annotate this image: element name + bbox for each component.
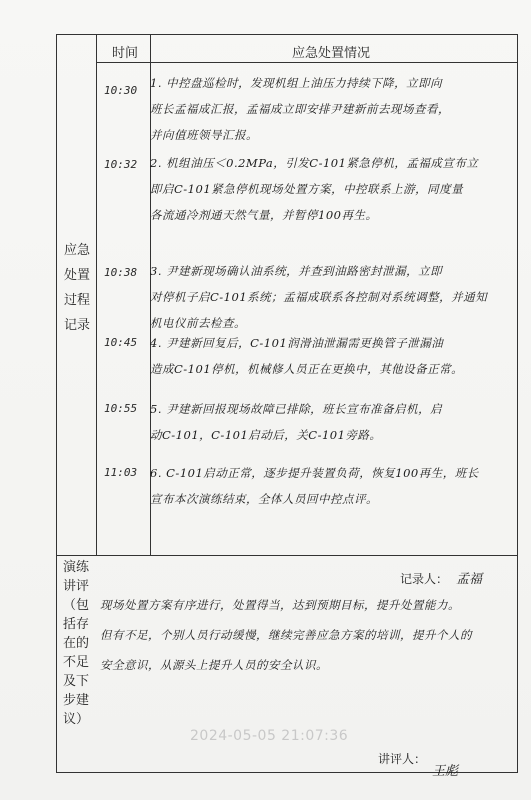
entry-text: 3. 尹建新现场确认油系统，并查到油路密封泄漏，立即 对停机子启C-101系统；孟福成联系各控制对系统调整，并通知 机电仪前去检查。 bbox=[150, 264, 488, 330]
entry-text: 1. 中控盘巡检时，发现机组上油压力持续下降，立即向 班长孟福成汇报，孟福成立即安排尹建新前去现场查看， 并向值班领导汇报。 bbox=[150, 76, 450, 142]
entry-text: 4. 尹建新回复后，C-101润滑油泄漏需更换管子泄漏油 造成C-101停机，机械修人员正在更换中，其他设备正常。 bbox=[150, 336, 464, 376]
label-line: 讲评 bbox=[62, 579, 89, 594]
content-column-header: 应急处置情况 bbox=[292, 46, 371, 61]
border-right bbox=[517, 34, 518, 772]
entry-time: 11:03 bbox=[104, 466, 138, 479]
entry-text: 2. 机组油压＜0.2MPa，引发C-101紧急停机，孟福成宣布立 即启C-101紧急停机现场处置方案，中控联系上游，同度量 各流通冷剂通天然气量，并暂停100再生。 bbox=[150, 156, 479, 222]
label-line: 步建 bbox=[62, 693, 89, 708]
entry-text: 5. 尹建新回报现场故障已排除，班长宣布准备启机，启 动C-101，C-101启动后，关C-101旁路。 bbox=[150, 402, 443, 442]
label-line: 及下 bbox=[62, 674, 89, 689]
review-label bbox=[58, 558, 94, 729]
reviewer-signature: 王彪 bbox=[432, 764, 459, 779]
timestamp-watermark: 2024-05-05 21:07:36 bbox=[190, 728, 349, 744]
entry-time: 10:55 bbox=[104, 402, 138, 415]
entry-time: 10:45 bbox=[104, 336, 138, 349]
label-line: 议） bbox=[62, 712, 89, 727]
label-line: 应急 bbox=[63, 243, 90, 258]
label-line: 不足 bbox=[62, 655, 89, 670]
border-header-bottom bbox=[96, 62, 518, 63]
entry-time: 10:30 bbox=[104, 84, 138, 97]
border-left bbox=[56, 34, 57, 772]
label-line: （包 bbox=[62, 598, 89, 613]
border-top bbox=[56, 34, 518, 35]
reviewer-label: 讲评人： bbox=[378, 752, 427, 766]
label-line: 过程 bbox=[63, 293, 90, 308]
time-column-header: 时间 bbox=[112, 46, 139, 61]
recorder-label: 记录人： bbox=[400, 572, 449, 586]
entry-time: 10:38 bbox=[104, 266, 138, 279]
entry-time: 10:32 bbox=[104, 158, 138, 171]
label-line: 记录 bbox=[63, 318, 90, 333]
label-line: 在的 bbox=[62, 636, 89, 651]
process-record-label bbox=[60, 238, 94, 338]
entry-text: 6. C-101启动正常，逐步提升装置负荷，恢复100再生，班长 宣布本次演练结束，全体人员回中控点评。 bbox=[150, 466, 479, 506]
review-text: 现场处置方案有序进行，处置得当，达到预期目标，提升处置能力。 但有不足，个别人员行动缓慢，继续完善应急方案的培训，提升个人的 安全意识，从源头上提升人员的安全认识。 bbox=[100, 598, 472, 672]
recorder-signature: 孟福 bbox=[456, 572, 483, 587]
label-line: 括存 bbox=[62, 617, 89, 632]
label-line: 演练 bbox=[62, 560, 89, 575]
label-line: 处置 bbox=[63, 268, 90, 283]
section-divider bbox=[56, 555, 518, 556]
border-label-col bbox=[96, 34, 97, 555]
